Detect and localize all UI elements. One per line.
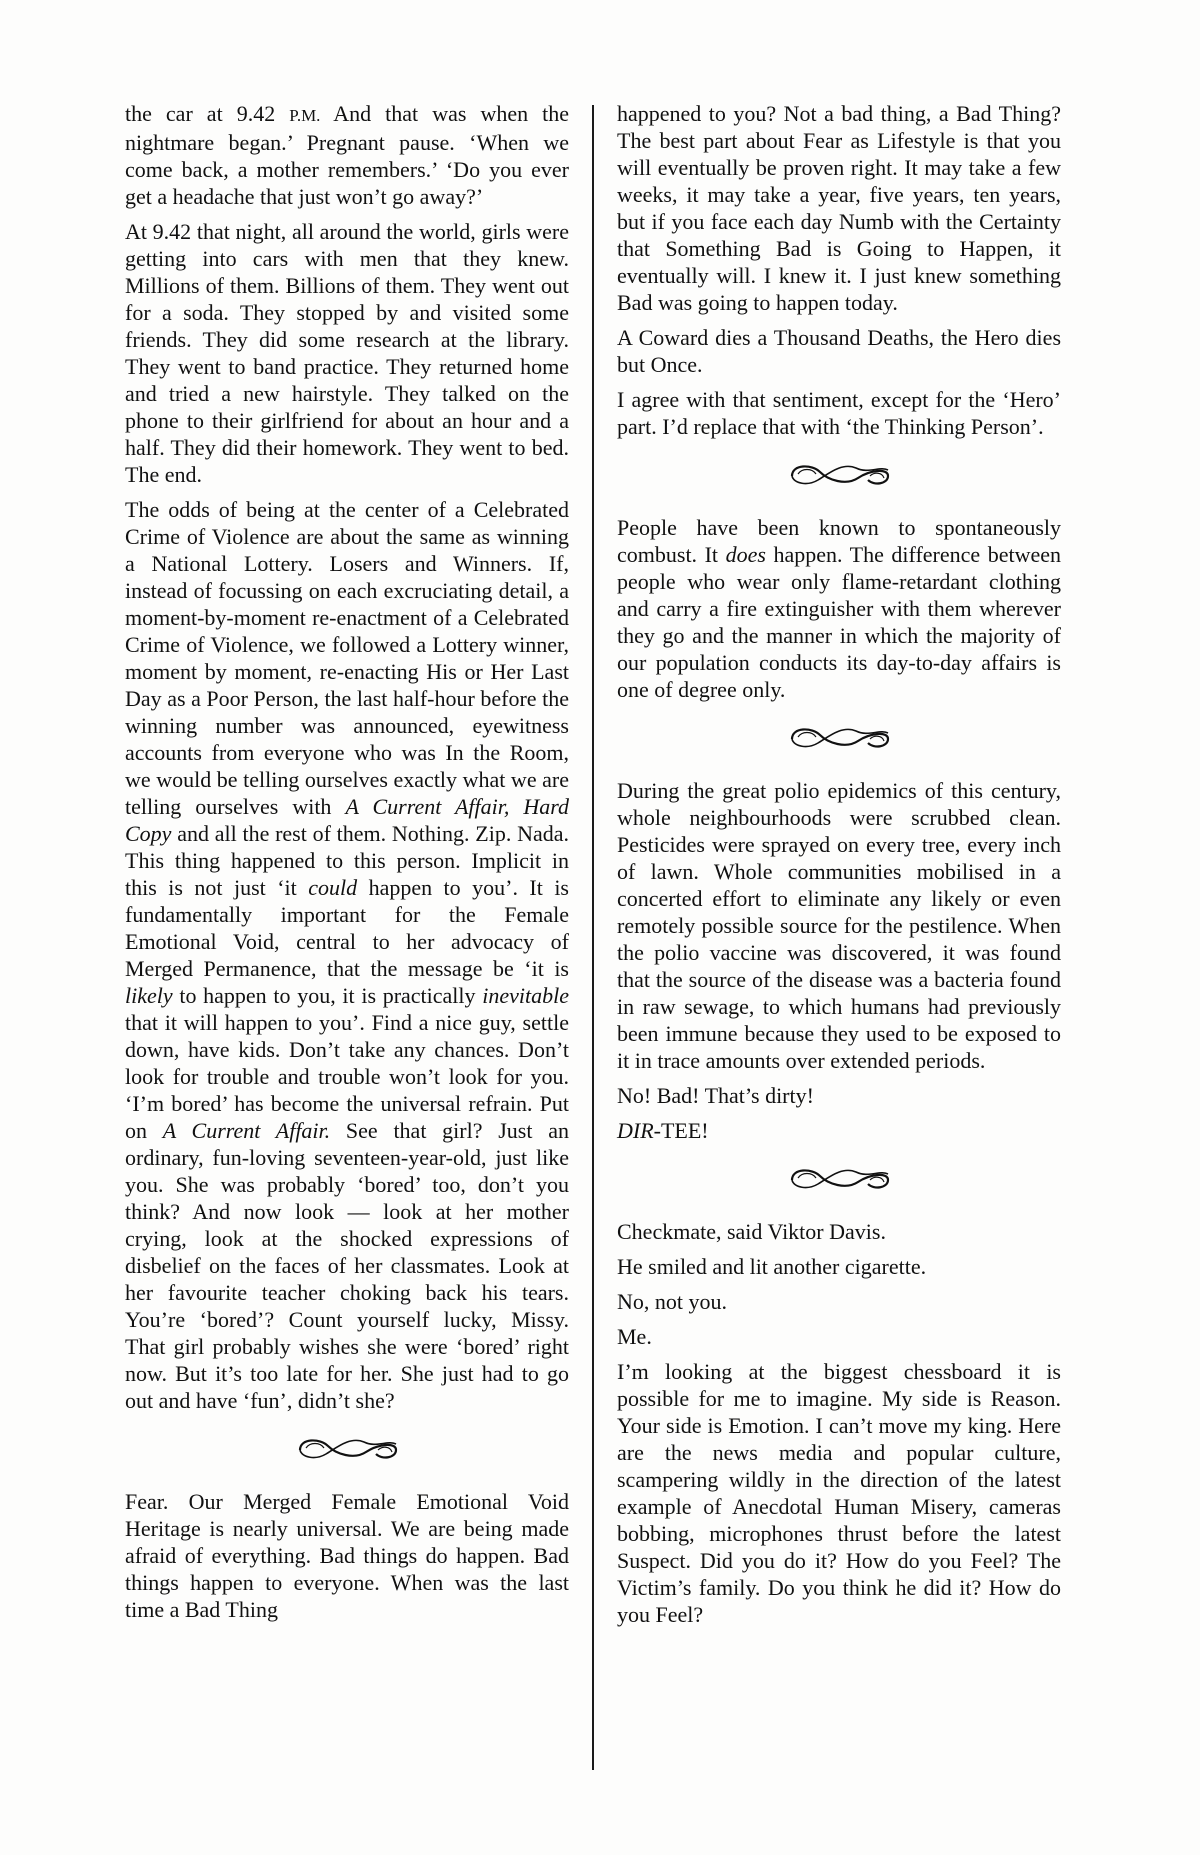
italic-emphasis: DIR [617, 1118, 654, 1143]
italic-emphasis: could [308, 875, 358, 900]
italic-show-title: A Current Affair, Hard Copy [125, 794, 569, 846]
scroll-flourish-icon [784, 719, 894, 753]
right-paragraph-2: A Coward dies a Thousand Deaths, the Hero dies but Once. [617, 325, 1061, 377]
right-paragraph-12: I’m looking at the biggest chessboard it is possible for me to imagine. My side is Reason. Your side is Emotion. I can’t move my king. Here are the news media and popular culture, scampering wildly in the direction of the latest example of Anecdotal Human Misery, cameras bobbing, microphones thrust before the latest Suspect. Did you do it? How do you Feel? The Victim’s family. Do you think he did it? How do you Feel? [617, 1359, 1061, 1627]
italic-show-title: A Current Affair. [162, 1118, 331, 1143]
text-run: The odds of being at the center of a Celebrated Crime of Violence are about the same as winning a National Lottery. Losers and Winners. If, instead of focussing on each excruciating detail, a moment-by-moment re-enactment of a Celebrated Crime of Violence, we followed a Lottery winner, moment by moment, re-enacting His or Her Last Day as a Poor Person, the last half-hour before the winning number was announced, eyewitness accounts from everyone who was In the Room, we would be telling ourselves exactly what we are telling ourselves with [125, 497, 569, 819]
right-paragraph-3: I agree with that sentiment, except for the ‘Hero’ part. I’d replace that with ‘the Thinking Person’. [617, 387, 1061, 439]
right-paragraph-1: happened to you? Not a bad thing, a Bad Thing? The best part about Fear as Lifestyle is that you will eventually be proven right. It may take a few weeks, it may take a year, five years, ten years, but if you face each day Numb with the Certainty that Something Bad is Going to Happen, it eventually will. I knew it. I just knew something Bad was going to happen today. [617, 101, 1061, 315]
text-run: the car at 9.42 [125, 101, 290, 126]
italic-emphasis: does [725, 542, 766, 567]
text-run: People have been known to spontaneously combust. It [617, 515, 1061, 567]
right-paragraph-7 [617, 1117, 1061, 1144]
scroll-flourish-icon [617, 456, 1061, 496]
scroll-flourish-icon [125, 1430, 569, 1470]
time-suffix: P.M. [289, 106, 321, 125]
right-paragraph-10: No, not you. [617, 1289, 727, 1314]
right-column [617, 100, 1061, 1628]
left-paragraph-3 [125, 496, 569, 1414]
left-paragraph-1 [125, 100, 569, 210]
left-column [125, 100, 569, 1623]
column-divider [592, 105, 594, 1770]
right-paragraph-11: Me. [617, 1324, 652, 1349]
text-run: -TEE! [653, 1118, 709, 1143]
italic-emphasis: inevitable [482, 983, 569, 1008]
right-paragraph-8: Checkmate, said Viktor Davis. [617, 1219, 886, 1244]
right-paragraph-9: He smiled and lit another cigarette. [617, 1254, 927, 1279]
text-run: and all the rest of them. Nothing. Zip. Nada. This thing happened to this person. Implicit in this is not just ‘it [125, 821, 569, 900]
scroll-flourish-icon [784, 1160, 894, 1194]
italic-emphasis: likely [125, 983, 173, 1008]
left-paragraph-2: At 9.42 that night, all around the world, girls were getting into cars with men that they knew. Millions of them. Billions of them. They went out for a soda. They stopped by and visited some friends. They did some research at the library. They went to band practice. They returned home and tried a new hairstyle. They talked on the phone to their girlfriend for about an hour and a half. They did their homework. They went to bed. The end. [125, 219, 569, 487]
scroll-flourish-icon [784, 456, 894, 490]
text-run: And that was when the nightmare began.’ Pregnant pause. ‘When we come back, a mother remembers.’ ‘Do you ever get a headache that just won’t go away?’ [125, 101, 570, 209]
scroll-flourish-icon [292, 1430, 402, 1464]
scroll-flourish-icon [617, 719, 1061, 759]
text-run: to happen to you, it is practically [172, 983, 483, 1008]
right-paragraph-6: No! Bad! That’s dirty! [617, 1083, 814, 1108]
text-run: that it will happen to you’. Find a nice guy, settle down, have kids. Don’t take any chances. Don’t look for trouble and trouble won’t look for you. ‘I’m bored’ has become the universal refrain. Put on [125, 1010, 569, 1143]
text-run: happen. The difference between people who wear only flame-retardant clothing and carry a fire extinguisher with them wherever they go and the manner in which the majority of our population conducts its day-to-day affairs is one of degree only. [617, 542, 1061, 702]
left-paragraph-4: Fear. Our Merged Female Emotional Void Heritage is nearly universal. We are being made afraid of everything. Bad things do happen. Bad things happen to everyone. When was the last time a Bad Thing [125, 1489, 569, 1622]
right-paragraph-5: During the great polio epidemics of this century, whole neighbourhoods were scrubbed clean. Pesticides were sprayed on every tree, every inch of lawn. Whole communities mobilised in a concerted effort to eliminate any likely or even remotely possible source for the pestilence. When the polio vaccine was discovered, it was found that the source of the disease was a bacteria found in raw sewage, to which humans had previously been immune because they used to be exposed to it in trace amounts over extended periods. [617, 778, 1061, 1073]
scroll-flourish-icon [617, 1160, 1061, 1200]
text-run: happen to you’. It is fundamentally important for the Female Emotional Void, central to her advocacy of Merged Permanence, that the message be ‘it is [125, 875, 569, 981]
text-run: See that girl? Just an ordinary, fun-loving seventeen-year-old, just like you. She was probably ‘bored’ too, don’t you think? And now look — look at her mother crying, look at the shocked expressions of disbelief on the faces of her classmates. Look at her favourite teacher choking back his tears. You’re ‘bored’? Count yourself lucky, Missy. That girl probably wishes she were ‘bored’ right now. But it’s too late for her. She just had to go out and have ‘fun’, didn’t she? [125, 1118, 570, 1413]
right-paragraph-4 [617, 514, 1061, 703]
